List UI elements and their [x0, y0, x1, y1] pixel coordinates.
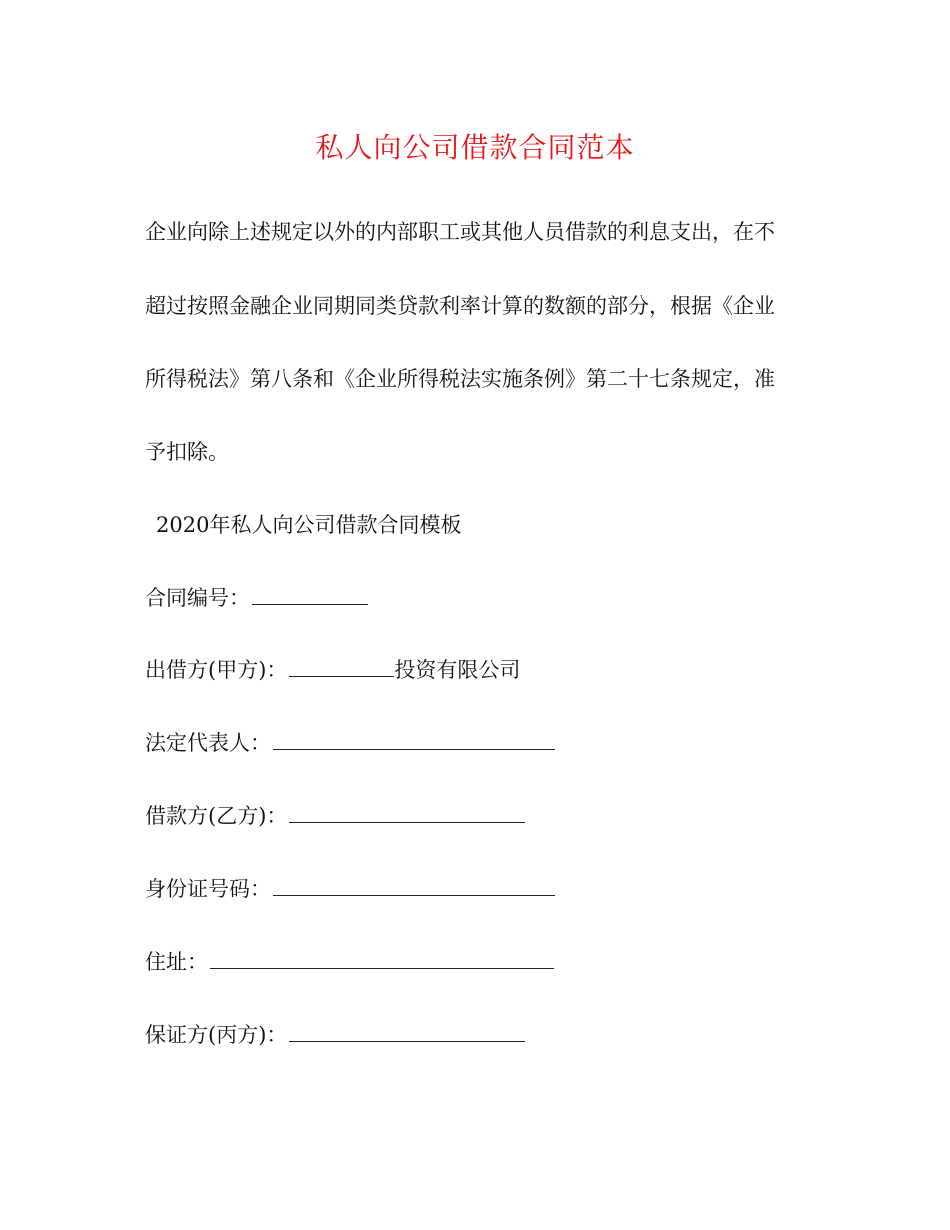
guarantor-blank: [289, 1023, 525, 1042]
legal-representative-blank: [273, 731, 555, 750]
id-number-label: 身份证号码：: [145, 877, 271, 901]
contract-number-field: [145, 586, 805, 610]
document-title: 私人向公司借款合同范本: [315, 131, 635, 164]
legal-representative-field: [145, 731, 805, 755]
address-label: 住址：: [145, 950, 208, 974]
borrower-label: 借款方(乙方)：: [145, 804, 288, 828]
id-number-blank: [273, 877, 555, 896]
intro-line-1: 企业向除上述规定以外的内部职工或其他人员借款的利息支出，在不: [145, 220, 775, 244]
guarantor-label: 保证方(丙方)：: [145, 1023, 288, 1047]
id-number-field: [145, 877, 805, 901]
borrower-blank: [289, 804, 525, 823]
borrower-field: [145, 804, 805, 828]
lender-suffix: 投资有限公司: [394, 658, 521, 682]
lender-field: [145, 658, 805, 682]
lender-label: 出借方(甲方)：: [145, 658, 288, 682]
address-blank: [210, 950, 554, 969]
legal-representative-label: 法定代表人：: [145, 731, 271, 755]
intro-line-4: 予扣除。: [145, 440, 229, 464]
contract-number-blank: [252, 586, 368, 605]
intro-line-2: 超过按照金融企业同期同类贷款利率计算的数额的部分，根据《企业: [145, 294, 775, 318]
template-subtitle: 2020年私人向公司借款合同模板: [156, 513, 462, 537]
intro-line-3: 所得税法》第八条和《企业所得税法实施条例》第二十七条规定，准: [145, 367, 775, 391]
lender-blank: [289, 658, 394, 677]
address-field: [145, 950, 805, 974]
guarantor-field: [145, 1023, 805, 1047]
contract-number-label: 合同编号：: [145, 586, 250, 610]
